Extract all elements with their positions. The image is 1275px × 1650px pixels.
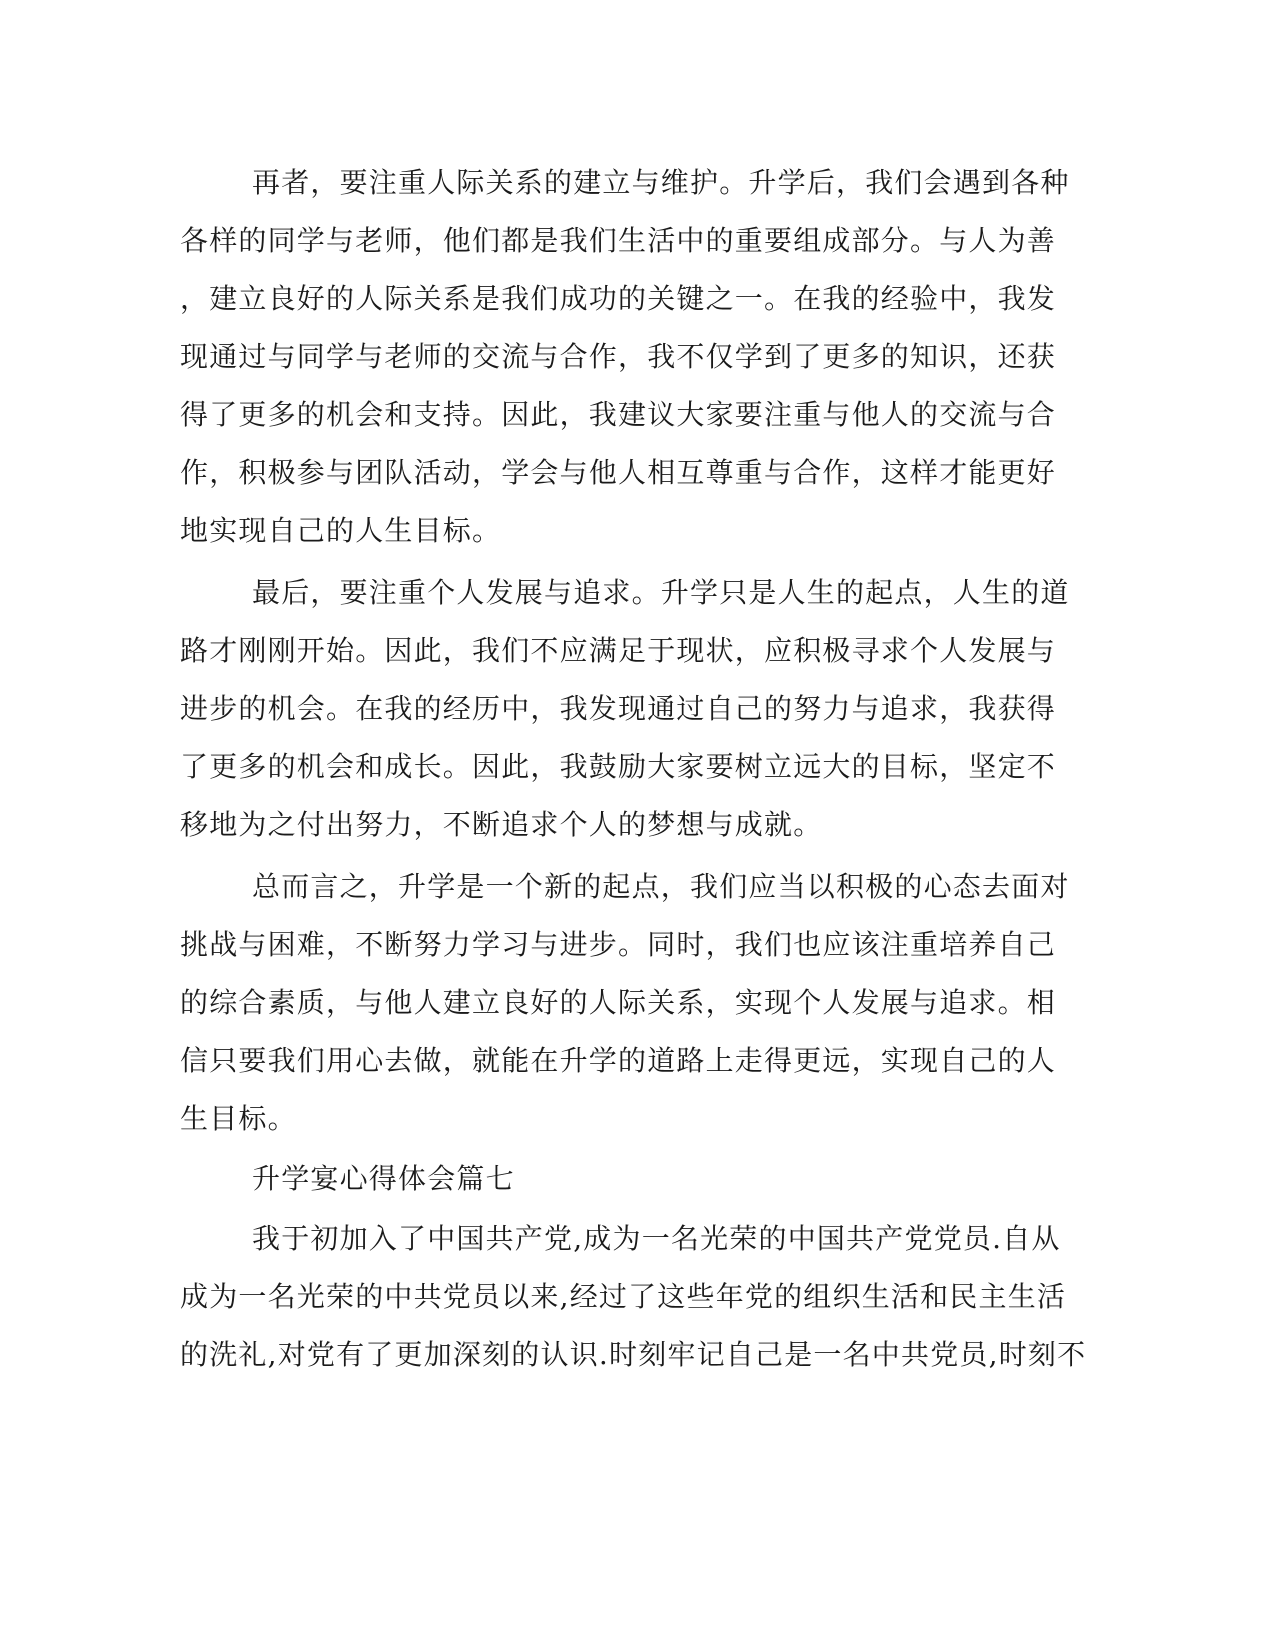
section-heading: 升学宴心得体会篇七 — [252, 1162, 515, 1195]
paragraph-line: 作，积极参与团队活动，学会与他人相互尊重与合作，这样才能更好 — [180, 456, 1057, 489]
paragraph-line: 挑战与困难，不断努力学习与进步。同时，我们也应该注重培养自己 — [180, 928, 1057, 961]
paragraph-line: 现通过与同学与老师的交流与合作，我不仅学到了更多的知识，还获 — [180, 340, 1057, 373]
paragraph-line: 最后，要注重个人发展与追求。升学只是人生的起点，人生的道 — [252, 576, 1070, 609]
paragraph-line: 路才刚刚开始。因此，我们不应满足于现状，应积极寻求个人发展与 — [180, 634, 1057, 667]
paragraph-line: 得了更多的机会和支持。因此，我建议大家要注重与他人的交流与合 — [180, 398, 1057, 431]
paragraph-line: 的综合素质，与他人建立良好的人际关系，实现个人发展与追求。相 — [180, 986, 1057, 1019]
paragraph-line: 成为一名光荣的中共党员以来,经过了这些年党的组织生活和民主生活 — [180, 1280, 1067, 1313]
paragraph-line: 生目标。 — [180, 1102, 297, 1135]
paragraph-line: 的洗礼,对党有了更加深刻的认识.时刻牢记自己是一名中共党员,时刻不 — [180, 1338, 1087, 1371]
paragraph-line: 进步的机会。在我的经历中，我发现通过自己的努力与追求，我获得 — [180, 692, 1057, 725]
paragraph-line: 地实现自己的人生目标。 — [180, 514, 502, 547]
paragraph-line: 移地为之付出努力，不断追求个人的梦想与成就。 — [180, 808, 823, 841]
paragraph-line: 再者，要注重人际关系的建立与维护。升学后，我们会遇到各种 — [252, 166, 1070, 199]
paragraph-line: 各样的同学与老师，他们都是我们生活中的重要组成部分。与人为善 — [180, 224, 1057, 257]
paragraph-line: ，建立良好的人际关系是我们成功的关键之一。在我的经验中，我发 — [180, 282, 1057, 315]
paragraph-line: 我于初加入了中国共产党,成为一名光荣的中国共产党党员.自从 — [252, 1222, 1061, 1255]
paragraph-line: 总而言之，升学是一个新的起点，我们应当以积极的心态去面对 — [252, 870, 1070, 903]
paragraph-line: 了更多的机会和成长。因此，我鼓励大家要树立远大的目标，坚定不 — [180, 750, 1057, 783]
paragraph-line: 信只要我们用心去做，就能在升学的道路上走得更远，实现自己的人 — [180, 1044, 1057, 1077]
